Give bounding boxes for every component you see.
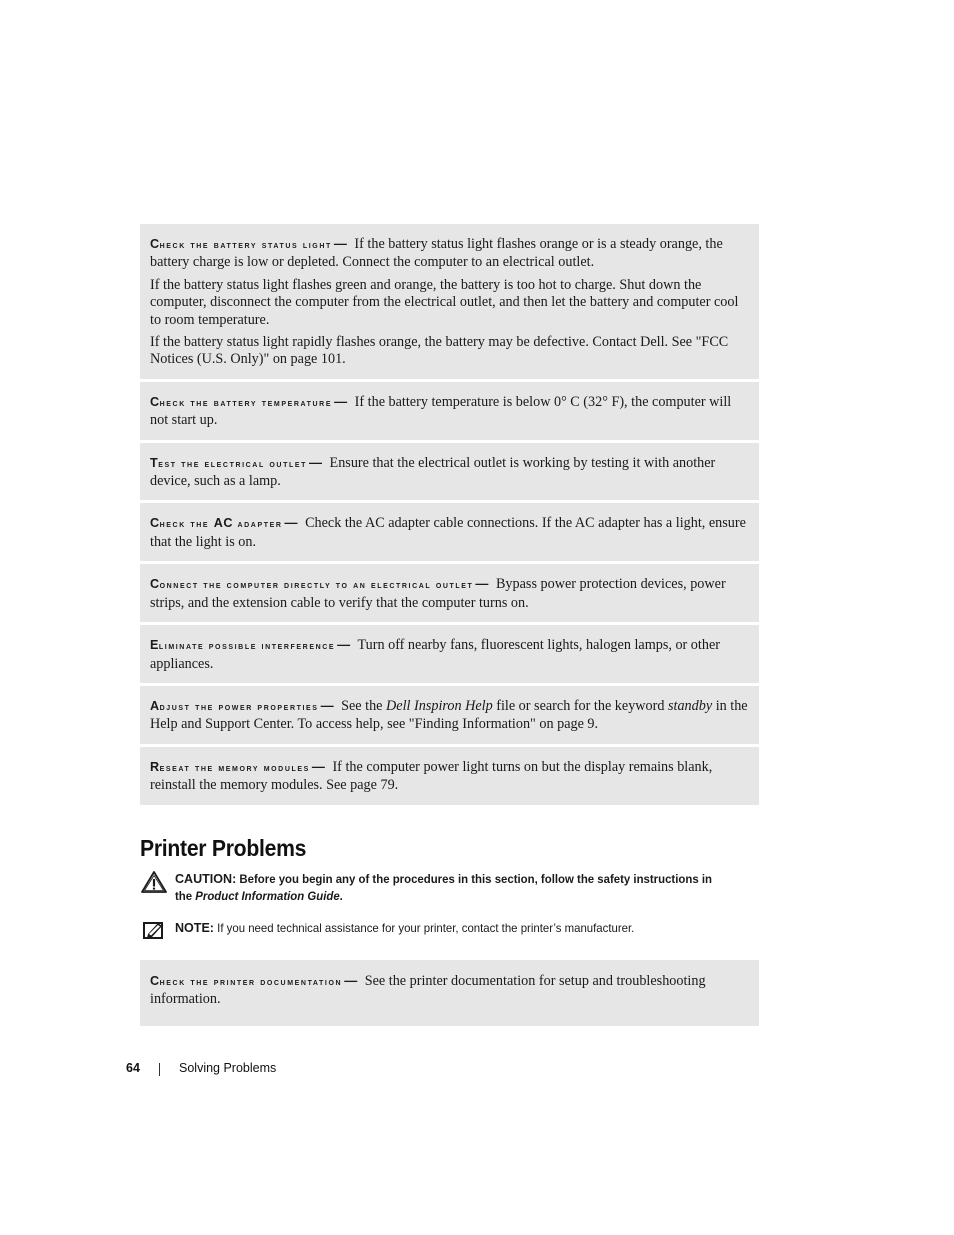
page-number: 64 (126, 1061, 140, 1075)
block-text: If the battery status light flashes green and orange, the battery is too hot to charge. Shut down the computer, disconnect the computer from the electrical outlet, and then let the battery and computer cool to room temperature. (150, 276, 739, 328)
troubleshooting-blocks (140, 224, 759, 808)
block-text: If the battery temperature is below 0° C (32° F), the computer will not start up. (150, 393, 732, 429)
block-text: If the battery status light rapidly flashes orange, the battery may be defective. Contact Dell. See "FCC Notices (U.S. Only)" on page 101. (150, 334, 729, 368)
note-label: NOTE: (175, 920, 214, 935)
block-text: If the battery status light flashes orange or is a steady orange, the battery charge is low or depleted. Connect the computer to an electrical outlet. (150, 236, 723, 271)
block-heading: Check the battery status light (150, 237, 332, 251)
footer-divider (159, 1063, 160, 1076)
block-battery-status-light: Check the battery status light — If the battery status light flashes orange or is a steady orange, the battery charge is low or depleted. Connect the computer to an electrical outlet. If the battery status light flashes green and orange, the battery is too hot to charge. Shut down the computer, disconnect the computer from the electrical outlet, and then let the battery and computer cool to room temperature. If the battery status light rapidly flashes orange, the battery may be defective. Contact Dell. See "FCC Notices (U.S. Only)" on page 101. (140, 224, 759, 379)
caution-notice: CAUTION: Before you begin any of the procedures in this section, follow the safety instructions in the Product Information Guide. (140, 870, 760, 905)
block-eliminate-interference: Eliminate possible interference — Turn off nearby fans, fluorescent lights, halogen lamps, or other appliances. (140, 625, 759, 683)
block-heading: Connect the computer directly to an electrical outlet (150, 577, 474, 592)
block-text: Turn off nearby fans, fluorescent lights, halogen lamps, or other appliances. (150, 637, 720, 672)
help-file-reference: Dell Inspiron Help (386, 697, 493, 714)
block-electrical-outlet: Test the electrical outlet — Ensure that the electrical outlet is working by testing it with another device, such as a lamp. (140, 443, 759, 501)
note-pencil-icon (143, 920, 165, 945)
block-heading: Adjust the power properties (150, 698, 319, 713)
caution-triangle-icon (140, 870, 168, 899)
block-text: Bypass power protection devices, power strips, and the extension cable to verify that the computer turns on. (150, 576, 726, 611)
block-battery-temperature: Check the battery temperature — If the battery temperature is below 0° C (32° F), the computer will not start up. (140, 382, 759, 440)
block-printer-documentation: Check the printer documentation — See the printer documentation for setup and troubleshooting information. (140, 960, 759, 1026)
caution-label: CAUTION: (175, 871, 237, 886)
printer-troubleshooting-blocks (140, 960, 759, 1029)
block-text: Check the AC adapter cable connections. If the AC adapter has a light, ensure that the light is on. (150, 515, 746, 550)
section-title: Printer Problems (140, 835, 307, 861)
block-heading: Check the AC adapter (150, 516, 283, 531)
block-heading: Check the battery temperature (150, 394, 333, 409)
block-adjust-power-properties: Adjust the power properties — See the Dell Inspiron Help file or search for the keyword standby in the Help and Support Center. To access help, see "Finding Information" on page 9. (140, 686, 759, 744)
block-heading: Check the printer documentation (150, 974, 343, 988)
block-connect-directly: Connect the computer directly to an electrical outlet — Bypass power protection devices, power strips, and the extension cable to verify that the computer turns on. (140, 564, 759, 622)
note-notice (140, 919, 760, 937)
block-heading: Eliminate possible interference (150, 638, 336, 653)
chapter-title: Solving Problems (179, 1061, 277, 1075)
block-text: If the computer power light turns on but the display remains blank, reinstall the memory modules. See page 79. (150, 758, 713, 794)
page-footer (126, 1061, 277, 1075)
block-reseat-memory: Reseat the memory modules — If the computer power light turns on but the display remains blank, reinstall the memory modules. See page 79. (140, 747, 759, 805)
block-text: See the printer documentation for setup and troubleshooting information. (150, 973, 706, 1008)
caution-text: Before you begin any of the procedures in this section, follow the safety instructions in the (175, 872, 712, 903)
guide-reference: Product Information Guide (195, 889, 340, 903)
keyword: standby (668, 697, 713, 714)
block-text: Ensure that the electrical outlet is working by testing it with another device, such as a lamp. (150, 454, 716, 490)
block-ac-adapter: Check the AC adapter — Check the AC adapter cable connections. If the AC adapter has a light, ensure that the light is on. (140, 503, 759, 561)
block-heading: Reseat the memory modules (150, 759, 310, 774)
block-heading: Test the electrical outlet (150, 455, 307, 470)
note-text: If you need technical assistance for your printer, contact the printer’s manufacturer. (217, 921, 635, 935)
